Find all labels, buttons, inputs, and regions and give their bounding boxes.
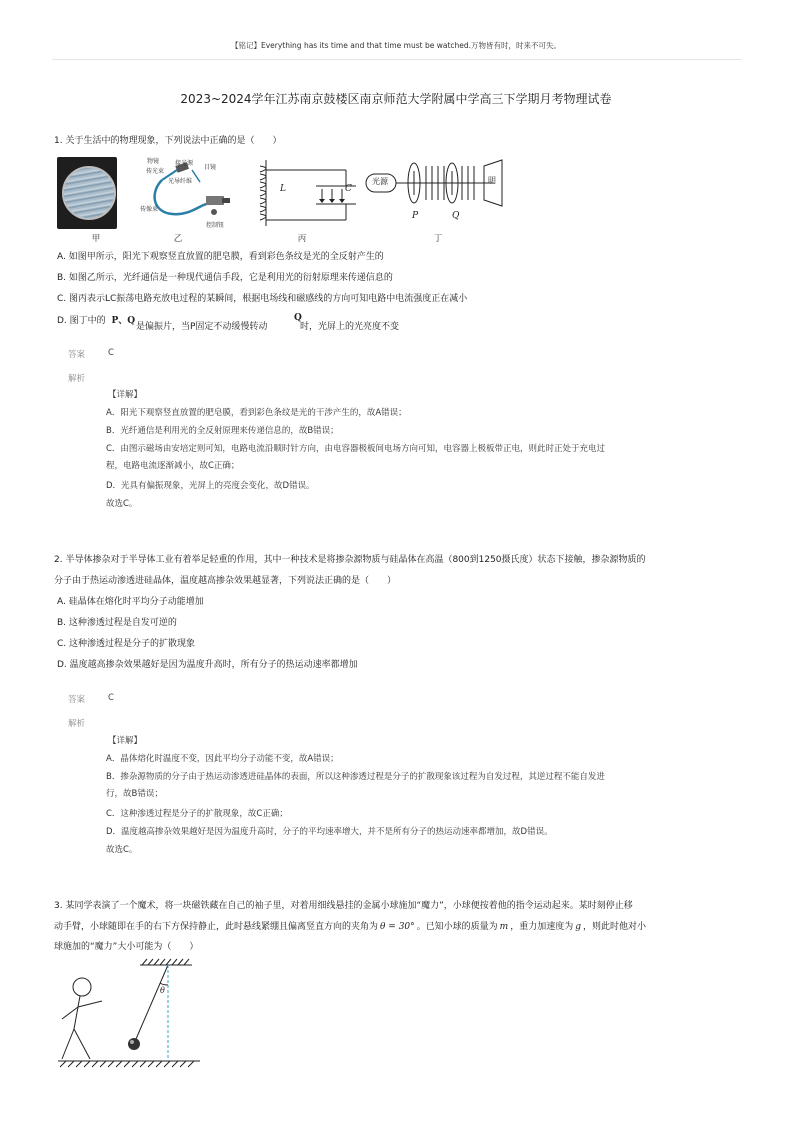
q1-detail-line: B．光纤通信是利用光的全反射原理来传递信息的，故B错误；: [106, 426, 339, 436]
header-divider: [52, 59, 742, 60]
q1-yi-tag: 控制钮: [206, 222, 225, 229]
q2-detail-title: 【详解】: [108, 736, 143, 746]
q1-option-d-rest2: 时，光屏上的光亮度不变: [300, 322, 400, 332]
q2-detail-line: B．掺杂源物质的分子由于热运动渗透进硅晶体的表面，所以这种渗透过程是分子的扩散现象该过程为自发过程，其逆过程不能自发进: [106, 772, 605, 782]
q1-option-d-q: Q: [294, 313, 302, 323]
q3-stem-line2: 动手臂，小球随即在手的右下方保持静止，此时悬线紧绷且偏离竖直方向的夹角为 θ = 30° 。已知小球的质量为 m ，重力加速度为 g ，则此时他对小: [54, 922, 647, 932]
q1-fig-bing-lc-circuit: [256, 156, 356, 230]
q1-option-d-pq: P、Q: [111, 316, 136, 326]
q1-detail-line: D．光具有偏振现象，光屏上的亮度会变化，故D错误。: [106, 481, 315, 491]
q2-answer-label: 答案: [68, 695, 86, 705]
q1-fig-caption: 甲: [91, 234, 101, 244]
q1-yi-tag: 传光束: [146, 168, 165, 175]
q2-answer: C: [108, 693, 114, 703]
q3-theta-value: θ = 30°: [380, 922, 415, 932]
q1-bing-L: L: [280, 184, 286, 194]
q1-yi-tag: 接光源: [175, 160, 194, 167]
q2-option-c: C. 这种渗透过程是分子的扩散现象: [57, 639, 196, 649]
q3-theta-label: θ: [160, 986, 165, 995]
q1-option-c: C. 图丙表示LC振荡电路充放电过程的某瞬间，根据电场线和磁感线的方向可知电路中电流强度正在减小: [57, 294, 468, 304]
q1-fig-jia-photo: [57, 157, 117, 229]
q1-answer-label: 答案: [68, 350, 86, 360]
q1-option-d-lead: D. 图丁中的: [57, 316, 106, 326]
q2-detail-line: 行，故B错误；: [106, 789, 163, 799]
q2-option-d: D. 温度越高掺杂效果越好是因为温度升高时，所有分子的热运动速率都增加: [57, 660, 358, 670]
page-title: 2023~2024学年江苏南京鼓楼区南京师范大学附属中学高三下学期月考物理试卷: [180, 92, 612, 106]
q1-option-a: A. 如图甲所示，阳光下观察竖直放置的肥皂膜，看到彩色条纹是光的全反射产生的: [57, 252, 384, 262]
q2-detail-line: D．温度越高掺杂效果越好是因为温度升高时，分子的平均速率增大，并不是所有分子的热运动速率都增加，故D错误。: [106, 827, 553, 837]
q1-ding-screen: 明: [488, 176, 496, 185]
q3-stem-line3: 球施加的“魔力”大小可能为（ ）: [54, 942, 199, 952]
q1-yi-tag: 光导纤维: [168, 178, 193, 185]
q1-yi-tag: 物镜: [147, 158, 160, 165]
q1-ding-P: P: [412, 211, 419, 221]
q2-option-b: B. 这种渗透过程是自发可逆的: [57, 618, 177, 628]
q2-detail-line: A．晶体熔化时温度不变，因此平均分子动能不变，故A错误；: [106, 754, 339, 764]
q2-option-a: A. 硅晶体在熔化时平均分子动能增加: [57, 597, 204, 607]
header-note: 【铭记】Everything has its time and that time must be watched.万物皆有时，时来不可失。: [230, 41, 562, 50]
q3-stem-line1: 3. 某同学表演了一个魔术，将一块磁铁藏在自己的袖子里，对着用细线悬挂的金属小球施加“魔力”，小球便按着他的指令运动起来。某时刻停止移: [54, 901, 633, 911]
q1-analysis-label: 解析: [68, 374, 86, 384]
q1-detail-line: 故选C。: [106, 499, 138, 509]
q1-detail-line: A．阳光下观察竖直放置的肥皂膜，看到彩色条纹是光的干涉产生的，故A错误；: [106, 408, 407, 418]
q2-analysis-label: 解析: [68, 719, 86, 729]
q1-fig-ding-polarizers: [364, 156, 508, 230]
q1-fig-caption: 乙: [173, 234, 183, 244]
q1-yi-tag: 传像束: [140, 206, 159, 213]
q2-stem-line2: 分子由于热运动渗透进硅晶体，温度越高掺杂效果越显著，下列说法正确的是（ ）: [54, 576, 397, 586]
q1-option-d: [57, 314, 135, 328]
q1-bing-C: C: [345, 184, 352, 194]
q3-g-symbol: g: [575, 922, 581, 932]
q1-yi-tag: 目镜: [204, 164, 217, 171]
q2-detail-line: C．这种渗透过程是分子的扩散现象，故C正确；: [106, 809, 288, 819]
q1-detail-line: C．由图示磁场由安培定则可知，电路电流沿顺时针方向，由电容器极板间电场方向可知，电容器上极板带正电，则此时正处于充电过: [106, 444, 605, 454]
q1-option-d-rest1: 是偏振片，当P固定不动缓慢转动: [136, 322, 268, 332]
q1-answer: C: [108, 348, 114, 358]
q3-mass-symbol: m: [499, 922, 509, 932]
q2-stem-line1: 2. 半导体掺杂对于半导体工业有着举足轻重的作用，其中一种技术是将掺杂源物质与硅晶体在高温（800到1250摄氏度）状态下接触，掺杂源物质的: [54, 555, 646, 565]
q1-detail-title: 【详解】: [108, 390, 143, 400]
q1-fig-caption: 丙: [297, 234, 307, 244]
q1-option-b: B. 如图乙所示，光纤通信是一种现代通信手段，它是利用光的衍射原理来传递信息的: [57, 273, 393, 283]
q1-fig-caption: 丁: [433, 234, 443, 244]
q1-detail-line: 程，电路电流逐渐减小，故C正确；: [106, 461, 240, 471]
q1-ding-Q: Q: [452, 211, 460, 221]
q1-ding-source: 光源: [372, 177, 388, 186]
q2-detail-line: 故选C。: [106, 845, 138, 855]
q3-fig-pendulum: [52, 955, 202, 1073]
q1-stem: 1. 关于生活中的物理现象，下列说法中正确的是（ ）: [54, 136, 282, 146]
